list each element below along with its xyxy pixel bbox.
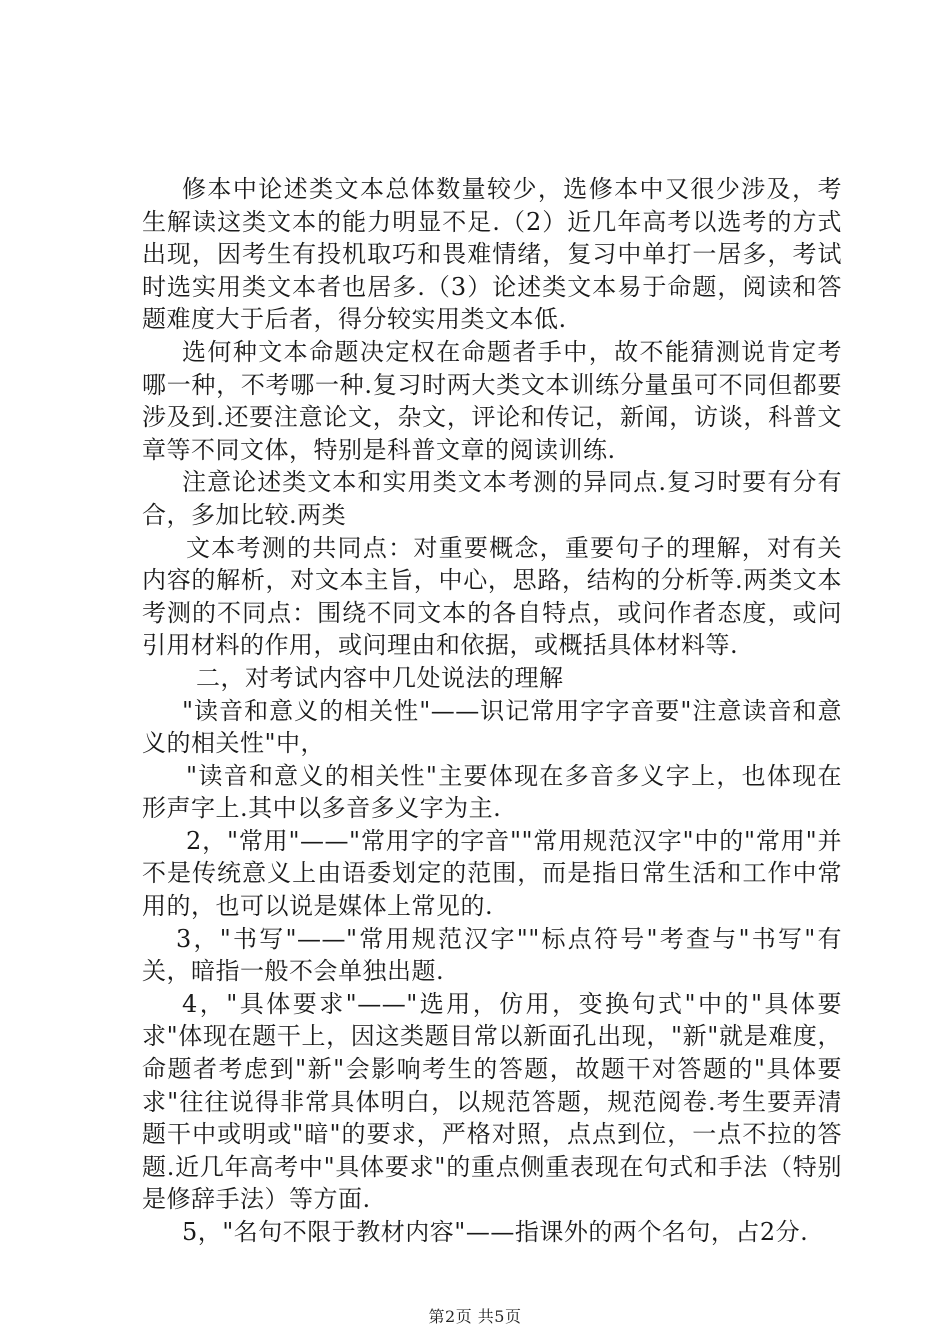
paragraph: "读音和意义的相关性"——识记常用字字音要"注意读音和意义的相关性"中， [142, 696, 842, 758]
page-footer [0, 1304, 950, 1327]
paragraph: 3，"书写"——"常用规范汉字""标点符号"考查与"书写"有关，暗指一般不会单独出题. [142, 924, 842, 986]
section-heading: 二，对考试内容中几处说法的理解 [196, 663, 564, 692]
document-body [142, 173, 842, 1249]
page-number: 第2页 共5页 [428, 1307, 522, 1326]
paragraph: 注意论述类文本和实用类文本考测的异同点.复习时要有分有合，多加比较.两类 [142, 468, 842, 529]
paragraph: "读音和意义的相关性"主要体现在多音多义字上，也体现在形声字上.其中以多音多义字为主. [142, 761, 842, 823]
paragraph: 修本中论述类文本总体数量较少，选修本中又很少涉及，考生解读这类文本的能力明显不足.（2）近几年高考以选考的方式出现，因考生有投机取巧和畏难情绪，复习中单打一居多，考试时选实用类文本者也居多.（3）论述类文本易于命题，阅读和答题难度大于后者，得分较实用类文本低. [142, 175, 842, 334]
paragraph: 文本考测的共同点：对重要概念，重要句子的理解，对有关内容的解析，对文本主旨，中心，思路，结构的分析等.两类文本考测的不同点：围绕不同文本的各自特点，或问作者态度，或问引用材料的作用，或问理由和依据，或概括具体材料等. [142, 533, 842, 660]
paragraph: 2，"常用"——"常用字的字音""常用规范汉字"中的"常用"并不是传统意义上由语委划定的范围，而是指日常生活和工作中常用的，也可以说是媒体上常见的. [142, 826, 842, 921]
paragraph: 4，"具体要求"——"选用，仿用，变换句式"中的"具体要求"体现在题干上，因这类题目常以新面孔出现，"新"就是难度，命题者考虑到"新"会影响考生的答题，故题干对答题的"具体要求"往往说得非常具体明白，以规范答题，规范阅卷.考生要弄清题干中或明或"暗"的要求，严格对照，点点到位，一点不拉的答题.近几年高考中"具体要求"的重点侧重表现在句式和手法（特别是修辞手法）等方面. [142, 989, 842, 1214]
paragraph: 5，"名句不限于教材内容"——指课外的两个名句，占2分. [182, 1218, 809, 1246]
paragraph: 选何种文本命题决定权在命题者手中，故不能猜测说肯定考哪一种，不考哪一种.复习时两大类文本训练分量虽可不同但都要涉及到.还要注意论文，杂文，评论和传记，新闻，访谈，科普文章等不同文体，特别是科普文章的阅读训练. [142, 337, 842, 464]
